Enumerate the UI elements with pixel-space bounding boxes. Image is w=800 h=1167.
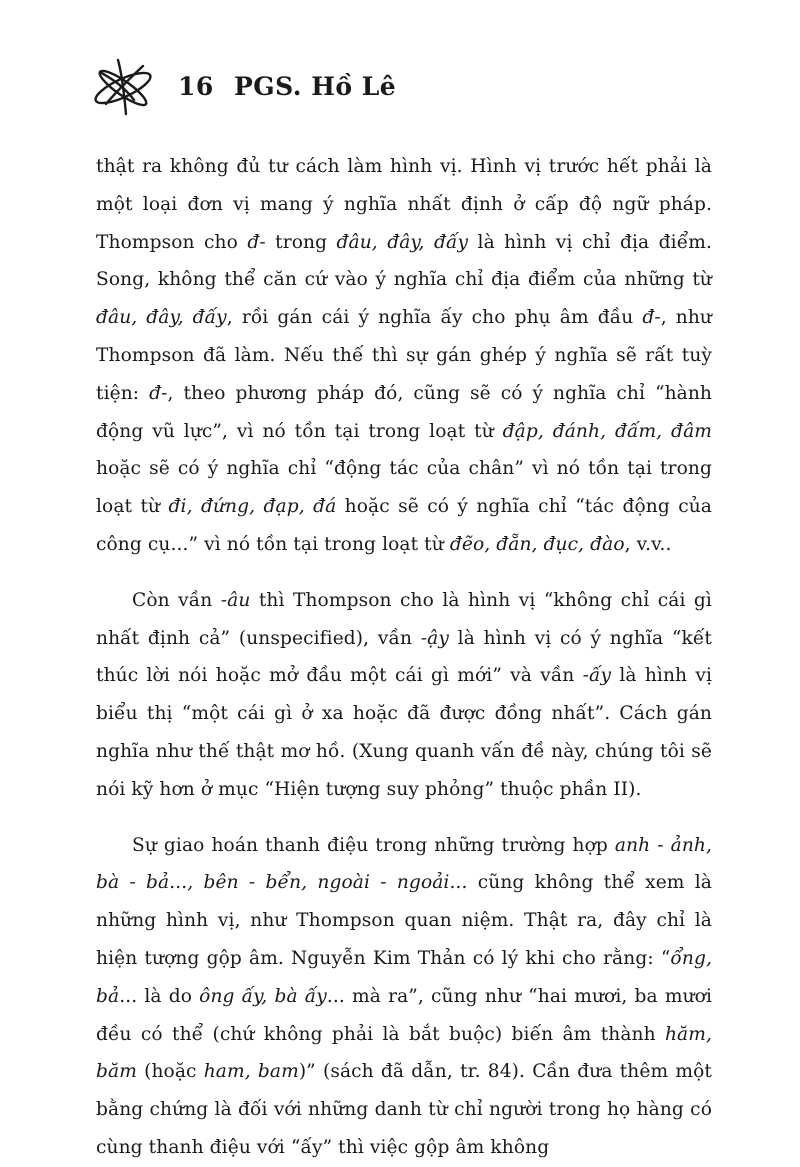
italic-term: ông ấy, bà ấy	[199, 985, 327, 1007]
body-text	[96, 148, 712, 1167]
paragraph	[96, 827, 712, 1167]
paragraph	[96, 148, 712, 564]
italic-term: -ấy	[582, 665, 612, 687]
text-run: hoặc sẽ có ý nghĩa chỉ “động tác của chân” vì nó tồn tại trong loạt từ	[96, 458, 712, 518]
italic-term: anh - ảnh, bà - bả..., bên - bển, ngoài - ngoải...	[96, 834, 712, 894]
italic-term: đâu, đây, đấy	[336, 231, 469, 253]
text-run: thật ra không đủ tư cách làm hình vị. Hình vị trước hết phải là một loại đơn vị mang ý nghĩa nhất định ở cấp độ ngữ pháp. Thompson cho	[96, 156, 712, 253]
text-run: hoặc sẽ có ý nghĩa chỉ “tác động của công cụ...” vì nó tồn tại trong loạt từ	[96, 496, 712, 555]
text-run: ... là do	[119, 985, 200, 1007]
italic-term: đâu, đây, đấy	[96, 307, 227, 329]
text-run: , theo phương pháp đó, cũng sẽ có ý nghĩa chỉ “hành động vũ lực”, vì nó tồn tại trong loạt từ	[96, 382, 712, 442]
italic-term: -âu	[220, 589, 251, 611]
italic-term: đ-	[149, 382, 168, 404]
italic-term: đ-	[247, 231, 266, 253]
text-run: là hình vị chỉ địa điểm. Song, không thể căn cứ vào ý nghĩa chỉ địa điểm của những từ	[96, 231, 712, 291]
text-run: , v.v..	[624, 533, 672, 555]
text-run: cũng không thể xem là những hình vị, như Thompson quan niệm. Thật ra, đây chỉ là hiện tượng gộp âm. Nguyễn Kim Thản có lý khi cho rằng: “	[96, 872, 712, 969]
italic-term: đập, đánh, đấm, đâm	[502, 420, 712, 442]
italic-term: đẽo, đẵn, đục, đào	[449, 533, 625, 555]
text-run: Sự giao hoán thanh điệu trong những trường hợp	[132, 834, 615, 856]
text-run: )” (sách đã dẫn, tr. 84). Cần đưa thêm một bằng chứng là đối với những danh từ chỉ người trong họ hàng có cùng thanh điệu với “ấy” thì việc gộp âm không	[96, 1061, 712, 1158]
paragraph	[96, 582, 712, 809]
page-number: 16	[178, 72, 214, 101]
text-run: trong	[265, 231, 337, 253]
text-run: là hình vị có ý nghĩa “kết thúc lời nói hoặc mở đầu một cái gì mới” và vần	[96, 627, 712, 687]
italic-term: -ậy	[420, 627, 449, 649]
italic-term: ổng, bả	[96, 947, 712, 1007]
text-run: (hoặc	[136, 1061, 204, 1083]
text-run: ... mà ra”, cũng như “hai mươi, ba mươi đều có thể (chứ không phải là bắt buộc) biến âm thành	[96, 985, 712, 1045]
text-run: , rồi gán cái ý nghĩa ấy cho phụ âm đầu	[226, 307, 643, 329]
text-run: thì Thompson cho là hình vị “không chỉ cái gì nhất định cả” (unspecified), vần	[96, 589, 712, 649]
text-run: Còn vần	[132, 589, 221, 611]
text-run: , như Thompson đã làm. Nếu thế thì sự gán ghép ý nghĩa sẽ rất tuỳ tiện:	[96, 307, 712, 404]
italic-term: ham, bam	[203, 1061, 299, 1083]
italic-term: đi, đứng, đạp, đá	[168, 496, 337, 518]
page-header	[88, 52, 728, 132]
text-run: là hình vị biểu thị “một cái gì ở xa hoặc đã được đồng nhất”. Cách gán nghĩa như thế thật mơ hồ. (Xung quanh vấn đề này, chúng tôi sẽ nói kỹ hơn ở mục “Hiện tượng suy phỏng” thuộc phần II).	[96, 665, 713, 800]
running-head-author: PGS. Hồ Lê	[234, 72, 397, 101]
decorative-swirl-logo-icon	[88, 52, 158, 122]
italic-term: hăm, băm	[96, 1023, 712, 1083]
italic-term: đ-	[642, 307, 661, 329]
